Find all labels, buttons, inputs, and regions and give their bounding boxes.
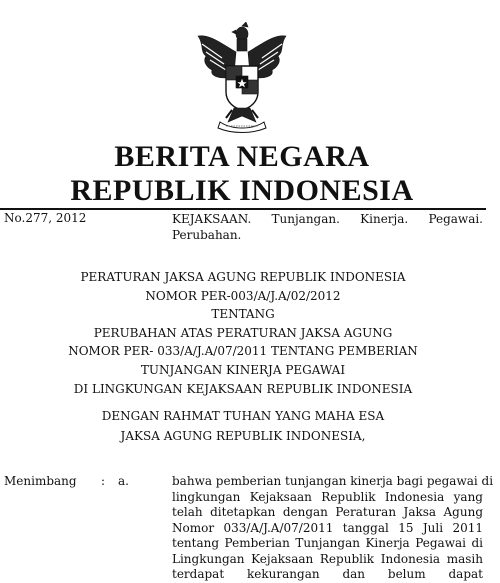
regulation-heading (0, 268, 486, 398)
body-line: tentang Pemberian Tunjangan Kinerja Pegawai di (172, 536, 483, 550)
regulation-subject-line: TUNJANGAN KINERJA PEGAWAI (140, 362, 346, 377)
body-line: bahwa pemberian tunjangan kinerja bagi pegawai di (172, 474, 494, 488)
blessing-text: DENGAN RAHMAT TUHAN YANG MAHA ESA (101, 409, 385, 423)
regulation-subject-line: DI LINGKUNGAN KEJAKSAAN REPUBLIK INDONESIA (73, 381, 413, 396)
point-marker: a. (118, 474, 129, 488)
garuda-emblem-icon (192, 22, 292, 134)
regulation-number: NOMOR PER-003/A/J.A/02/2012 (145, 288, 341, 303)
regulation-subject-line: NOMOR PER- 033/A/J.A/07/2011 TENTANG PEMBERIAN (68, 344, 418, 359)
body-line: lingkungan Kejaksaan Republik Indonesia yang (172, 489, 483, 504)
regulation-about: TENTANG (211, 307, 275, 322)
regulation-subject-line: PERUBAHAN ATAS PERATURAN JAKSA AGUNG (93, 325, 393, 340)
subject-line1: KEJAKSAAN. Tunjangan. Kinerja. Pegawai. (172, 212, 483, 226)
body-line: terdapat kekurangan dan belum dapat (172, 567, 483, 581)
body-line: telah ditetapkan dengan Peraturan Jaksa Agung (172, 505, 483, 519)
subject-line2: Perubahan. (172, 228, 242, 242)
gazette-title-line2: REPUBLIK INDONESIA (70, 174, 414, 207)
considering-label: Menimbang (4, 474, 77, 488)
regulation-title: PERATURAN JAKSA AGUNG REPUBLIK INDONESIA (80, 270, 406, 284)
considering-body (172, 474, 494, 583)
preamble (0, 406, 486, 446)
authority-text: JAKSA AGUNG REPUBLIK INDONESIA, (120, 429, 366, 443)
considering-colon: : (101, 474, 106, 488)
body-line: Nomor 033/A/J.A/07/2011 tanggal 15 Juli 2011 (172, 520, 483, 535)
body-line: Lingkungan Kejaksaan Republik Indonesia masih (172, 551, 483, 566)
header-divider (0, 208, 486, 210)
gazette-number: No.277, 2012 (4, 211, 87, 225)
gazette-title-line1: BERITA NEGARA (114, 140, 370, 173)
